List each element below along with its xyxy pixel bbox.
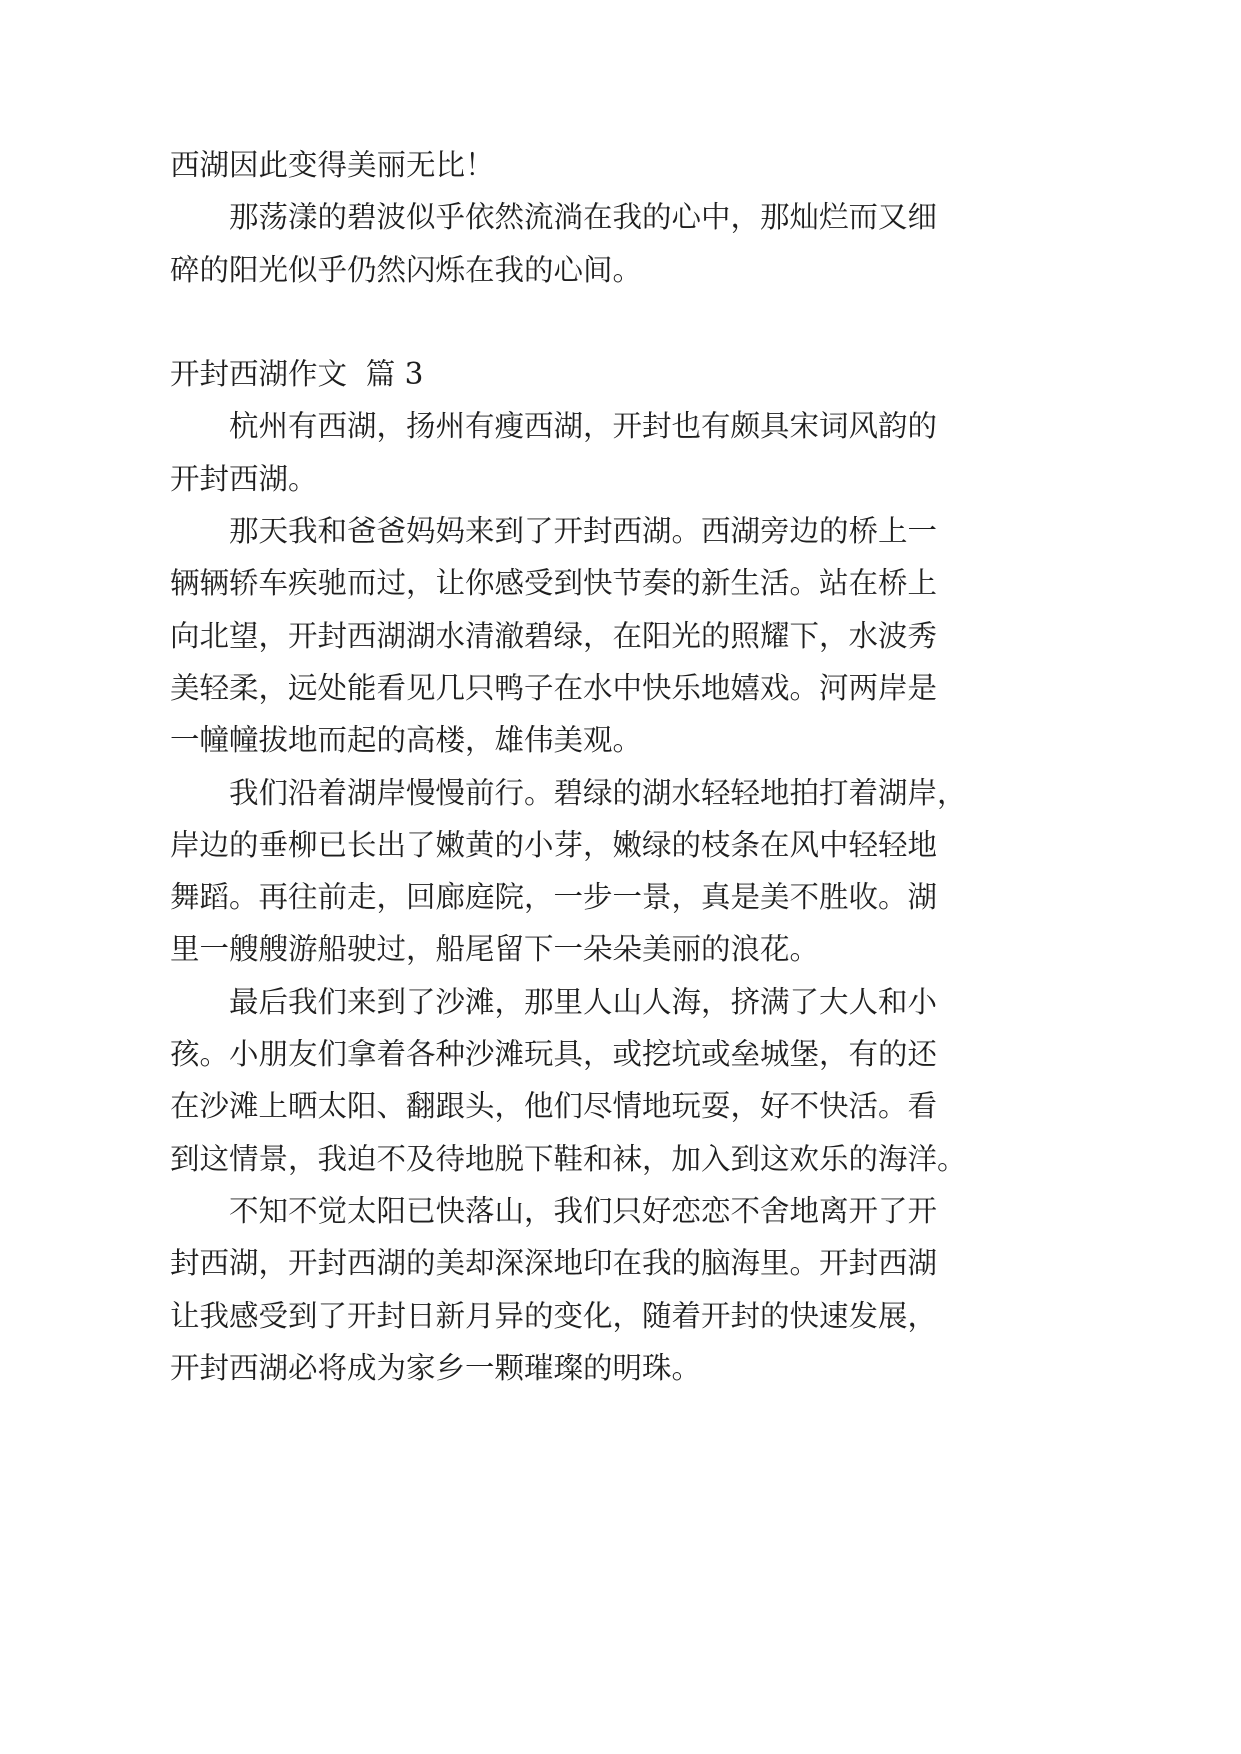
paragraph <box>170 1185 1070 1394</box>
paragraph-line: 一幢幢拔地而起的高楼，雄伟美观。 <box>170 723 643 758</box>
paragraph-line: 向北望，开封西湖湖水清澈碧绿，在阳光的照耀下，水波秀 <box>170 618 938 653</box>
essay-section <box>170 348 1070 1394</box>
paragraph-line: 那天我和爸爸妈妈来到了开封西湖。西湖旁边的桥上一 <box>229 514 938 549</box>
paragraph-line: 岸边的垂柳已长出了嫩黄的小芽，嫩绿的枝条在风中轻轻地 <box>170 827 938 862</box>
paragraph-line: 舞蹈。再往前走，回廊庭院，一步一景，真是美不胜收。湖 <box>170 880 938 915</box>
paragraph-line: 辆辆轿车疾驰而过，让你感受到快节奏的新生活。站在桥上 <box>170 566 938 601</box>
paragraph <box>170 191 1070 296</box>
paragraph-line: 最后我们来到了沙滩，那里人山人海，挤满了大人和小 <box>229 984 938 1019</box>
paragraph-line: 西湖因此变得美丽无比！ <box>170 148 495 182</box>
document-body <box>170 139 1070 1394</box>
paragraph-line: 美轻柔，远处能看见几只鸭子在水中快乐地嬉戏。河两岸是 <box>170 670 938 705</box>
paragraph <box>170 505 1070 766</box>
paragraph <box>170 139 1070 191</box>
paragraph-line: 碎的阳光似乎仍然闪烁在我的心间。 <box>170 252 643 287</box>
paragraph-line: 在沙滩上晒太阳、翻跟头，他们尽情地玩耍，好不快活。看 <box>170 1089 938 1124</box>
paragraph-line: 到这情景，我迫不及待地脱下鞋和袜，加入到这欢乐的海洋。 <box>170 1141 967 1176</box>
paragraph-line: 杭州有西湖，扬州有瘦西湖，开封也有颇具宋词风韵的 <box>229 409 938 444</box>
paragraph-line: 开封西湖必将成为家乡一颗璀璨的明珠。 <box>170 1350 702 1385</box>
paragraph-line: 孩。小朋友们拿着各种沙滩玩具，或挖坑或垒城堡，有的还 <box>170 1037 938 1072</box>
paragraph <box>170 767 1070 976</box>
paragraph-line: 里一艘艘游船驶过，船尾留下一朵朵美丽的浪花。 <box>170 932 820 967</box>
paragraph-line: 封西湖，开封西湖的美却深深地印在我的脑海里。开封西湖 <box>170 1246 938 1281</box>
previous-essay-ending <box>170 139 1070 296</box>
paragraph-line: 让我感受到了开封日新月异的变化，随着开封的快速发展， <box>170 1298 938 1333</box>
paragraph-line: 那荡漾的碧波似乎依然流淌在我的心中，那灿烂而又细 <box>229 200 938 235</box>
essay-title: 开封西湖作文 篇 3 <box>170 357 424 392</box>
paragraph-line: 我们沿着湖岸慢慢前行。碧绿的湖水轻轻地拍打着湖岸， <box>229 775 967 810</box>
paragraph-line: 开封西湖。 <box>170 461 318 496</box>
paragraph-line: 不知不觉太阳已快落山，我们只好恋恋不舍地离开了开 <box>229 1193 938 1228</box>
paragraph <box>170 976 1070 1185</box>
paragraph <box>170 400 1070 505</box>
